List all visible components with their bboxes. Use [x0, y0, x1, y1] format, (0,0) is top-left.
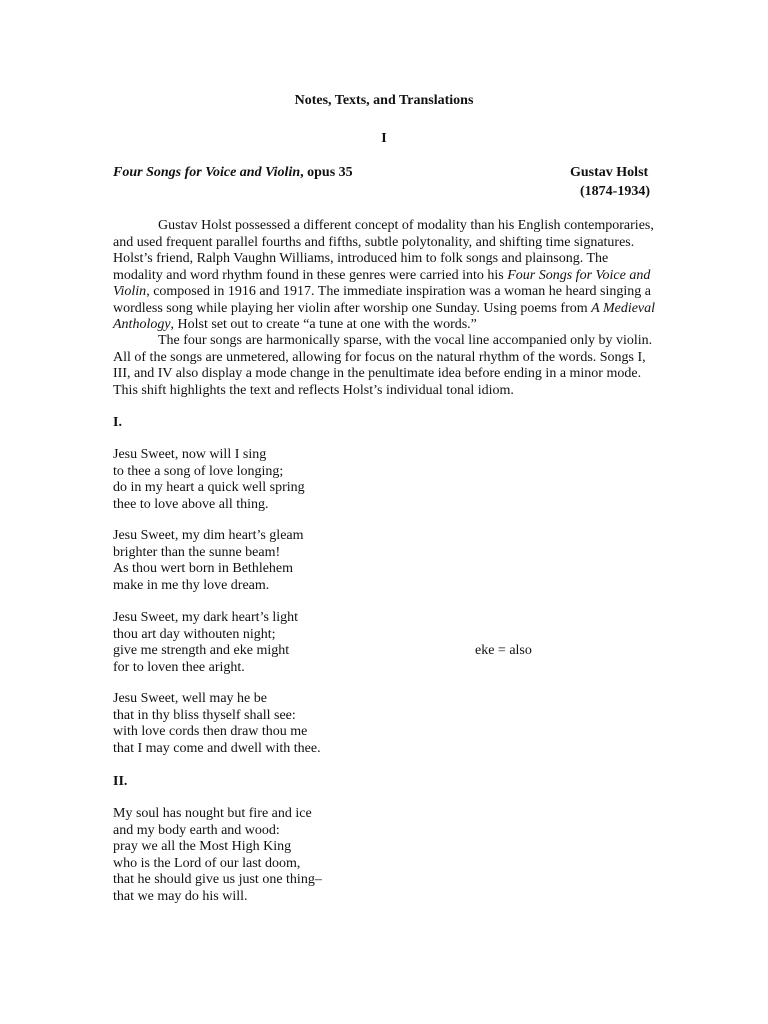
song-1-stanza-3 — [113, 610, 298, 676]
verse-line: give me strength and eke might — [113, 643, 290, 658]
paragraph-line — [113, 383, 658, 400]
song-1-stanza-4 — [113, 691, 321, 757]
paragraph-line — [113, 350, 658, 367]
verse-line: Jesu Sweet, my dim heart’s gleam — [113, 528, 304, 543]
paragraph-line — [113, 268, 658, 285]
work-title — [113, 165, 353, 182]
verse-line: to thee a song of love longing; — [113, 463, 284, 479]
italic-text: Four Songs for Voice and — [507, 267, 651, 283]
text-run: , composed in 1916 and 1917. The immediate inspiration was a woman he heard singing a — [146, 284, 651, 299]
composer-name: Gustav Holst — [570, 165, 649, 180]
verse-line: Jesu Sweet, now will I sing — [113, 447, 267, 462]
verse-line: brighter than the sunne beam! — [113, 544, 281, 560]
song-2-stanza-1 — [113, 806, 322, 905]
page-title: Notes, Texts, and Translations — [294, 93, 474, 108]
intro-paragraph-1 — [113, 218, 658, 334]
italic-text: A Medieval — [591, 300, 656, 316]
verse-line: thee to love above all thing. — [113, 496, 269, 512]
verse-line: with love cords then draw thou me — [113, 724, 308, 739]
song-1-heading: I. — [113, 415, 122, 430]
italic-text: Violin — [113, 284, 147, 299]
text-run: Gustav Holst possessed a different concept of modality than his English contemporaries, — [158, 218, 654, 233]
verse-line: do in my heart a quick well spring — [113, 480, 305, 495]
paragraph-line — [113, 301, 658, 318]
text-run: All of the songs are unmetered, allowing for focus on the natural rhythm of the words. Songs I, — [113, 349, 646, 365]
work-opus: , opus 35 — [300, 165, 353, 180]
verse-line: thou art day withouten night; — [113, 626, 276, 642]
verse-line: and my body earth and wood: — [113, 822, 280, 838]
paragraph-line — [113, 251, 658, 268]
verse-line: pray we all the Most High King — [113, 839, 292, 854]
verse-line: for to loven thee aright. — [113, 659, 245, 675]
text-run: wordless song while playing her violin after worship one Sunday. Using poems from — [113, 300, 592, 316]
paragraph-line — [113, 218, 658, 235]
work-title-italic: Four Songs for Voice and Violin — [113, 165, 301, 180]
paragraph-line — [113, 333, 658, 350]
verse-line: Jesu Sweet, my dark heart’s light — [113, 610, 299, 625]
paragraph-line — [113, 317, 658, 334]
paragraph-line — [113, 235, 658, 252]
intro-paragraph-2 — [113, 333, 658, 399]
text-run: Holst’s friend, Ralph Vaughn Williams, introduced him to folk songs and plainsong. The — [113, 251, 609, 266]
verse-line: My soul has nought but fire and ice — [113, 806, 312, 821]
composer-dates: (1874-1934) — [580, 184, 650, 199]
text-run: III, and IV also display a mode change in the penultimate idea before ending in a minor mode. — [113, 366, 642, 381]
paragraph-line — [113, 366, 658, 383]
gloss-note: eke = also — [475, 643, 532, 658]
verse-line: who is the Lord of our last doom, — [113, 855, 301, 871]
song-1-stanza-2 — [113, 528, 304, 594]
verse-line: that he should give us just one thing– — [113, 872, 322, 887]
text-run: modality and word rhythm found in these genres were carried into his — [113, 267, 508, 283]
verse-line: As thou wert born in Bethlehem — [113, 561, 294, 576]
verse-line: that in thy bliss thyself shall see: — [113, 707, 296, 723]
text-run: , Holst set out to create “a tune at one with the words.” — [170, 317, 477, 332]
paragraph-line — [113, 284, 658, 301]
italic-text: Anthology — [113, 317, 171, 332]
verse-line: that we may do his will. — [113, 888, 248, 904]
verse-line: that I may come and dwell with thee. — [113, 740, 321, 756]
text-run: This shift highlights the text and reflects Holst’s individual tonal idiom. — [113, 382, 514, 398]
song-1-stanza-1 — [113, 447, 305, 513]
text-run: and used frequent parallel fourths and fifths, subtle polytonality, and shifting time signatures. — [113, 234, 635, 250]
verse-line: make in me thy love dream. — [113, 577, 270, 593]
song-2-heading: II. — [113, 774, 128, 789]
section-numeral: I — [381, 131, 387, 146]
verse-line: Jesu Sweet, well may he be — [113, 691, 267, 706]
text-run: The four songs are harmonically sparse, with the vocal line accompanied only by violin. — [158, 333, 653, 348]
